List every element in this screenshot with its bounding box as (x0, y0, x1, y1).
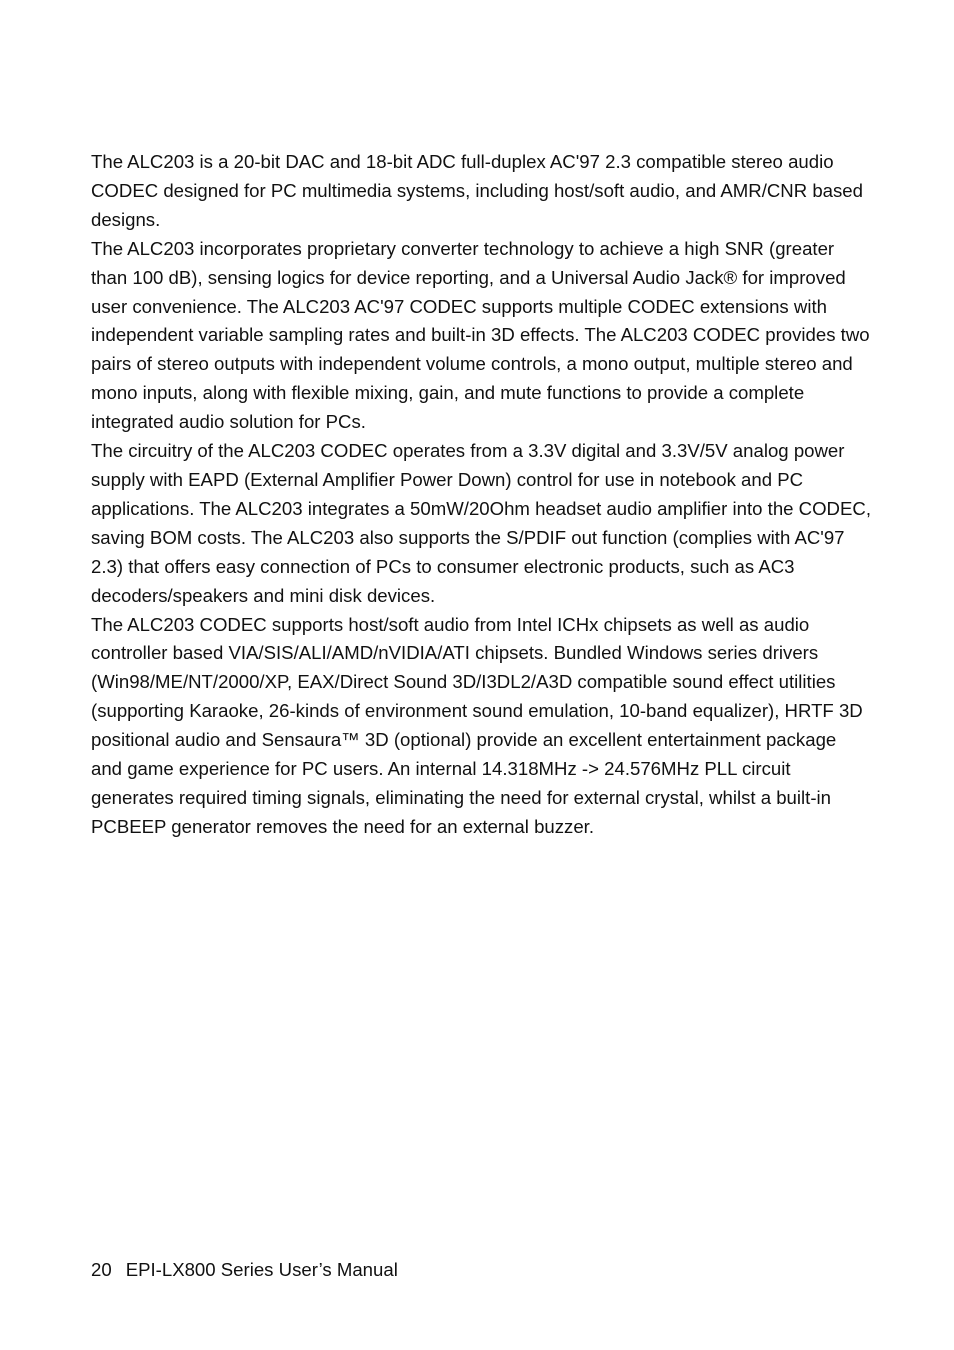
page-number: 20 (91, 1259, 112, 1280)
paragraph-alc203-power: The circuitry of the ALC203 CODEC operates from a 3.3V digital and 3.3V/5V analog power supply with EAPD (External Amplifier Power Down) control for use in notebook and PC applications. The ALC203 integrates a 50mW/20Ohm headset audio amplifier into the CODEC, saving BOM costs. The ALC203 also supports the S/PDIF out function (complies with AC'97 2.3) that offers easy connection of PCs to consumer electronic products, such as AC3 decoders/speakers and mini disk devices. (91, 440, 871, 606)
paragraph-alc203-overview: The ALC203 is a 20-bit DAC and 18-bit ADC full-duplex AC'97 2.3 compatible stereo audio CODEC designed for PC multimedia systems, including host/soft audio, and AMR/CNR based designs. (91, 151, 863, 230)
paragraph-alc203-features: The ALC203 incorporates proprietary converter technology to achieve a high SNR (greater than 100 dB), sensing logics for device reporting, and a Universal Audio Jack® for improved user convenience. The ALC203 AC'97 CODEC supports multiple CODEC extensions with independent variable sampling rates and built-in 3D effects. The ALC203 CODEC provides two pairs of stereo outputs with independent volume controls, a mono output, multiple stereo and mono inputs, along with flexible mixing, gain, and mute functions to provide a complete integrated audio solution for PCs. (91, 237, 870, 433)
body-text (91, 148, 871, 842)
manual-title: EPI-LX800 Series User’s Manual (125, 1259, 398, 1280)
page-footer (91, 1258, 398, 1282)
paragraph-alc203-drivers: The ALC203 CODEC supports host/soft audio from Intel ICHx chipsets as well as audio controller based VIA/SIS/ALI/AMD/nVIDIA/ATI chipsets. Bundled Windows series drivers (Win98/ME/NT/2000/XP, EAX/Direct Sound 3D/I3DL2/A3D compatible sound effect utilities (supporting Karaoke, 26-kinds of environment sound emulation, 10-band equalizer), HRTF 3D positional audio and Sensaura™ 3D (optional) provide an excellent entertainment package and game experience for PC users. An internal 14.318MHz -> 24.576MHz PLL circuit generates required timing signals, eliminating the need for external crystal, whilst a built-in PCBEEP generator removes the need for an external buzzer. (91, 613, 863, 837)
